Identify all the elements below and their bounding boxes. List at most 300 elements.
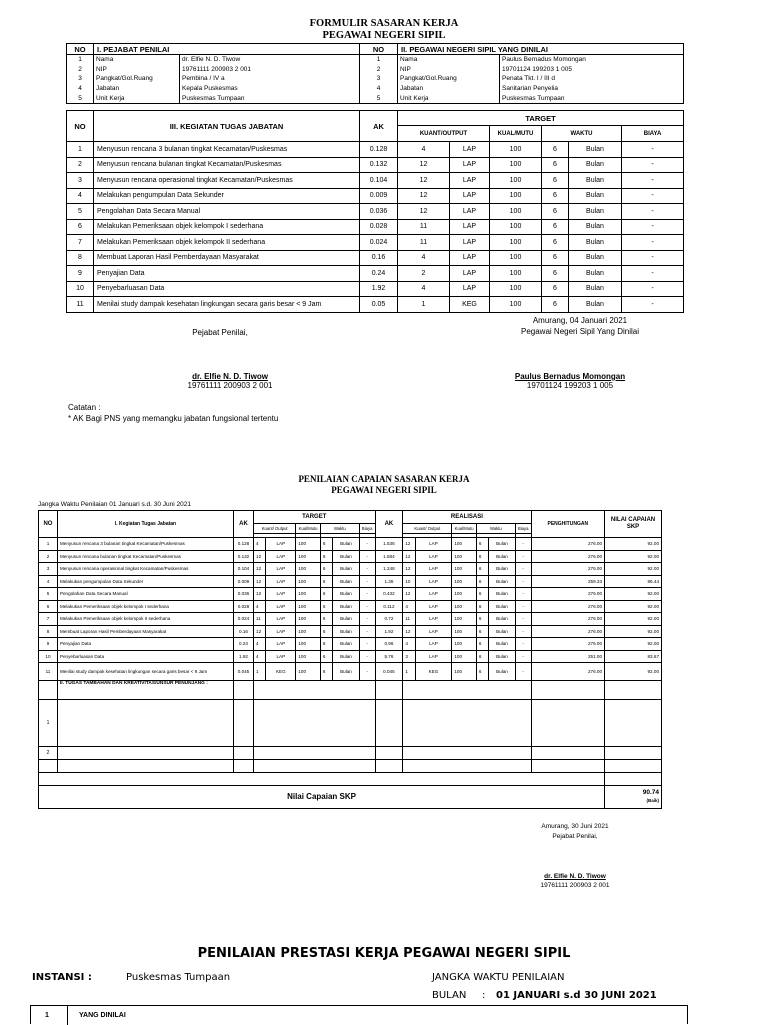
form1-h-penilai: I. PEJABAT PENILAI [94, 44, 360, 55]
id-no2: 5 [360, 93, 398, 103]
form3-bulan-value: 01 JANUARI s.d 30 JUNI 2021 [496, 990, 657, 1001]
form2-sub-biaya: Biaya [359, 524, 375, 534]
form2-sub-kual-r: Kual/Mutu [452, 524, 477, 534]
capaian-q: 12 [254, 550, 266, 563]
capaian-n: 92.00 [605, 600, 662, 613]
activity-w: 6 [542, 235, 569, 251]
capaian-ak: 0.104 [233, 563, 253, 576]
capaian-keg: Menyusun rencana operasional tingkat Kecamatan/Puskesmas [57, 563, 233, 576]
capaian-ak: 0.24 [233, 638, 253, 651]
id-no2: 1 [360, 55, 398, 65]
tambahan-cell [605, 747, 662, 760]
capaian-w: 6 [320, 588, 332, 601]
form2-sub-waktu: Waktu [320, 524, 359, 534]
capaian-ak: 0.028 [233, 600, 253, 613]
activity-row [67, 297, 684, 313]
capaian-row [39, 650, 662, 663]
activity-ak: 0.028 [360, 219, 398, 235]
activity-mutu: 100 [490, 188, 542, 204]
activity-unit: LAP [450, 219, 490, 235]
form1-title-line1: FORMULIR SASARAN KERJA [309, 18, 459, 29]
capaian-n: 92.00 [605, 550, 662, 563]
activity-b: - [622, 173, 684, 189]
form2-h-realisasi: REALISASI [403, 511, 531, 524]
form3-row-label: YANG DINILAI [79, 1012, 126, 1019]
capaian-wu: Bulan [333, 563, 360, 576]
tambahan-cell [531, 700, 605, 747]
activity-b: - [622, 297, 684, 313]
activity-keg: Melakukan Pemeriksaan objek kelompok II sederhana [94, 235, 360, 251]
id-value: Kepala Puskesmas [180, 84, 360, 94]
capaian-m: 100 [296, 550, 321, 563]
capaian-w: 6 [320, 550, 332, 563]
activity-ak: 0.132 [360, 157, 398, 173]
capaian-rb: - [515, 550, 531, 563]
capaian-rw: 6 [476, 588, 488, 601]
activity-unit: LAP [450, 250, 490, 266]
capaian-keg: Menilai study dampak kesehatan lingkungan secara garis besar < 9 Jam [57, 663, 233, 681]
capaian-keg: Penyajian Data [57, 638, 233, 651]
activity-w: 6 [542, 297, 569, 313]
activity-ak: 0.16 [360, 250, 398, 266]
spacer-cell [605, 773, 662, 786]
activity-wu: Bulan [569, 297, 622, 313]
capaian-q: 1 [254, 663, 266, 681]
capaian-rm: 100 [452, 638, 477, 651]
capaian-rm: 100 [452, 563, 477, 576]
activity-q: 12 [398, 204, 450, 220]
capaian-keg: Melakukan Pemeriksaan objek kelompok I sederhana [57, 600, 233, 613]
form2-h-no: NO [39, 511, 58, 538]
id-no: 1 [67, 55, 94, 65]
capaian-keg: Membuat Laporan Hasil Pemberdayaan Masyarakat [57, 625, 233, 638]
capaian-w: 6 [320, 613, 332, 626]
form2-h-penghitungan: PENGHITUNGAN [531, 511, 605, 538]
capaian-rq: 10 [403, 575, 415, 588]
form2-nilai-value: 90.74 [642, 788, 659, 796]
capaian-rq: 12 [403, 538, 415, 551]
capaian-row [39, 613, 662, 626]
activity-wu: Bulan [569, 281, 622, 297]
activity-keg: Penyajian Data [94, 266, 360, 282]
capaian-wu: Bulan [333, 575, 360, 588]
capaian-n: 92.00 [605, 563, 662, 576]
form1-h-ak: AK [360, 111, 398, 142]
id-label: Nama [94, 55, 180, 65]
capaian-ak: 0.036 [233, 588, 253, 601]
capaian-rq: 1 [403, 663, 415, 681]
capaian-rq: 4 [403, 638, 415, 651]
capaian-ru: LAP [415, 563, 452, 576]
tambahan-cell [254, 681, 375, 700]
capaian-wu: Bulan [333, 600, 360, 613]
activity-no: 1 [67, 142, 94, 158]
capaian-rwu: Bulan [489, 663, 516, 681]
capaian-wu: Bulan [333, 663, 360, 681]
capaian-b: - [359, 563, 375, 576]
identity-row [67, 65, 684, 75]
activity-ak: 0.104 [360, 173, 398, 189]
id-label: Jabatan [94, 84, 180, 94]
capaian-no: 4 [39, 575, 58, 588]
activity-q: 12 [398, 157, 450, 173]
capaian-n: 92.00 [605, 663, 662, 681]
capaian-w: 6 [320, 625, 332, 638]
id-no: 3 [67, 74, 94, 84]
activity-ak: 0.009 [360, 188, 398, 204]
capaian-rq: 12 [403, 588, 415, 601]
form2-jangka: Jangka Waktu Penilaian 01 Januari s.d. 30 Juni 2021 [38, 501, 191, 508]
capaian-ru: LAP [415, 638, 452, 651]
form1-h-kuant: KUANT/OUTPUT [398, 126, 490, 142]
id-label2: NIP [398, 65, 500, 75]
activity-keg: Penyebarluasan Data [94, 281, 360, 297]
capaian-q: 12 [254, 563, 266, 576]
capaian-ru: KEG [415, 663, 452, 681]
capaian-ak: 0.024 [233, 613, 253, 626]
form1-date: Amurang, 04 Januari 2021 [532, 316, 628, 325]
form2-penilai-nip: 19761111 200903 2 001 [540, 882, 610, 889]
capaian-wu: Bulan [333, 625, 360, 638]
capaian-ak: 0.128 [233, 538, 253, 551]
activity-q: 1 [398, 297, 450, 313]
tambahan-cell [531, 681, 605, 700]
form2-sub-kuant-r: Kuant/ Output [403, 524, 452, 534]
activity-no: 5 [67, 204, 94, 220]
capaian-w: 6 [320, 538, 332, 551]
activity-unit: LAP [450, 281, 490, 297]
capaian-no: 7 [39, 613, 58, 626]
form2-sub-waktu-r: Waktu [476, 524, 515, 534]
capaian-rwu: Bulan [489, 550, 516, 563]
activity-wu: Bulan [569, 219, 622, 235]
activity-q: 12 [398, 173, 450, 189]
activity-mutu: 100 [490, 250, 542, 266]
form1-h-no: NO [67, 111, 94, 142]
capaian-ak2: 1.92 [375, 625, 403, 638]
activity-mutu: 100 [490, 204, 542, 220]
form2-title-line1: PENILAIAN CAPAIAN SASARAN KERJA [298, 474, 470, 484]
capaian-m: 100 [296, 663, 321, 681]
capaian-ru: LAP [415, 588, 452, 601]
activity-mutu: 100 [490, 297, 542, 313]
capaian-m: 100 [296, 613, 321, 626]
capaian-rm: 100 [452, 625, 477, 638]
activity-row [67, 188, 684, 204]
tambahan-cell [233, 760, 253, 773]
activity-row [67, 142, 684, 158]
capaian-b: - [359, 550, 375, 563]
capaian-row [39, 625, 662, 638]
activity-no: 3 [67, 173, 94, 189]
activity-no: 8 [67, 250, 94, 266]
capaian-row [39, 575, 662, 588]
tambahan-no [39, 681, 58, 700]
id-value2: Sanitarian Penyelia [500, 84, 684, 94]
activity-row [67, 266, 684, 282]
capaian-rq: 12 [403, 563, 415, 576]
form1-h-kegiatan: III. KEGIATAN TUGAS JABATAN [94, 111, 360, 142]
capaian-ru: LAP [415, 613, 452, 626]
capaian-no: 6 [39, 600, 58, 613]
form1-pegawai-nip: 19701124 199203 1 005 [526, 381, 614, 390]
capaian-w: 6 [320, 575, 332, 588]
identity-row [67, 74, 684, 84]
capaian-rb: - [515, 638, 531, 651]
capaian-no: 1 [39, 538, 58, 551]
activity-no: 7 [67, 235, 94, 251]
capaian-q: 4 [254, 600, 266, 613]
tambahan-cell [254, 700, 375, 747]
capaian-row [39, 550, 662, 563]
capaian-ru: LAP [415, 625, 452, 638]
form2-pejabat-label: Pejabat Penilai, [552, 833, 598, 840]
capaian-rwu: Bulan [489, 588, 516, 601]
capaian-q: 12 [254, 575, 266, 588]
activity-wu: Bulan [569, 235, 622, 251]
capaian-u: LAP [266, 650, 296, 663]
capaian-rm: 100 [452, 600, 477, 613]
capaian-rwu: Bulan [489, 613, 516, 626]
activity-mutu: 100 [490, 142, 542, 158]
capaian-no: 2 [39, 550, 58, 563]
activity-unit: LAP [450, 173, 490, 189]
capaian-no: 9 [39, 638, 58, 651]
capaian-rq: 3 [403, 650, 415, 663]
activity-keg: Menilai study dampak kesehatan lingkungan secara garis besar < 9 Jam [94, 297, 360, 313]
activity-no: 4 [67, 188, 94, 204]
capaian-rb: - [515, 575, 531, 588]
capaian-rw: 6 [476, 563, 488, 576]
tambahan-row-2-no: 2 [39, 747, 58, 760]
tambahan-cell [375, 681, 403, 700]
activity-w: 6 [542, 173, 569, 189]
activity-keg: Melakukan Pemeriksaan objek kelompok I sederhana [94, 219, 360, 235]
tambahan-cell [254, 760, 375, 773]
activity-b: - [622, 281, 684, 297]
id-label: Unit Kerja [94, 93, 180, 103]
activity-ak: 0.036 [360, 204, 398, 220]
form1-pegawai-label: Pegawai Negeri Sipil Yang Dinilai [521, 327, 639, 336]
activity-b: - [622, 142, 684, 158]
capaian-u: LAP [266, 638, 296, 651]
capaian-row [39, 638, 662, 651]
activity-wu: Bulan [569, 188, 622, 204]
form1-h-waktu: WAKTU [542, 126, 622, 142]
capaian-row [39, 663, 662, 681]
capaian-rwu: Bulan [489, 575, 516, 588]
activity-no: 2 [67, 157, 94, 173]
capaian-no: 5 [39, 588, 58, 601]
capaian-rw: 6 [476, 663, 488, 681]
capaian-ak2: 1.584 [375, 550, 403, 563]
form1-title-line2: PEGAWAI NEGERI SIPIL [322, 30, 446, 41]
activity-unit: LAP [450, 235, 490, 251]
tambahan-row-3 [39, 760, 58, 773]
capaian-u: KEG [266, 663, 296, 681]
capaian-wu: Bulan [333, 613, 360, 626]
capaian-ak2: 1.36 [375, 575, 403, 588]
id-label: NIP [94, 65, 180, 75]
capaian-q: 4 [254, 638, 266, 651]
capaian-rm: 100 [452, 650, 477, 663]
tambahan-row-1 [57, 700, 233, 747]
activity-mutu: 100 [490, 281, 542, 297]
activity-no: 10 [67, 281, 94, 297]
form1-h-kual: KUAL/MUTU [490, 126, 542, 142]
capaian-ak: 0.045 [233, 663, 253, 681]
capaian-wu: Bulan [333, 638, 360, 651]
capaian-p: 276.00 [531, 563, 605, 576]
form3-bulan-sep: : [482, 990, 486, 1001]
form2-tambahan: II. TUGAS TAMBAHAN DAN KREATIVITAS/UNSUR PENUNJANG : [57, 681, 233, 700]
activity-no: 6 [67, 219, 94, 235]
capaian-n: 92.00 [605, 638, 662, 651]
capaian-ak: 0.16 [233, 625, 253, 638]
identity-row [67, 93, 684, 103]
capaian-rq: 11 [403, 613, 415, 626]
capaian-b: - [359, 663, 375, 681]
capaian-keg: Melakukan pengumpulan Data Sekunder [57, 575, 233, 588]
capaian-rwu: Bulan [489, 600, 516, 613]
activity-mutu: 100 [490, 157, 542, 173]
activity-row [67, 281, 684, 297]
capaian-rwu: Bulan [489, 563, 516, 576]
form1-h-no2: NO [360, 44, 398, 55]
form2-sub-kuant: Kuant/ Output [254, 524, 296, 534]
activity-ak: 0.24 [360, 266, 398, 282]
capaian-m: 100 [296, 600, 321, 613]
activity-unit: LAP [450, 188, 490, 204]
activity-q: 4 [398, 250, 450, 266]
activity-wu: Bulan [569, 142, 622, 158]
capaian-rw: 6 [476, 600, 488, 613]
activity-mutu: 100 [490, 219, 542, 235]
activity-row [67, 173, 684, 189]
capaian-b: - [359, 613, 375, 626]
form2-h-keg: I. Kegiatan Tugas Jabatan [57, 511, 233, 538]
capaian-n: 92.00 [605, 538, 662, 551]
tambahan-cell [531, 760, 605, 773]
capaian-rb: - [515, 663, 531, 681]
activity-wu: Bulan [569, 173, 622, 189]
activity-q: 11 [398, 219, 450, 235]
form3-table [30, 1005, 688, 1024]
capaian-n: 92.00 [605, 625, 662, 638]
capaian-p: 276.00 [531, 625, 605, 638]
activity-b: - [622, 188, 684, 204]
capaian-rq: 12 [403, 550, 415, 563]
capaian-b: - [359, 638, 375, 651]
capaian-rb: - [515, 613, 531, 626]
tambahan-cell [605, 760, 662, 773]
capaian-rb: - [515, 650, 531, 663]
capaian-ru: LAP [415, 550, 452, 563]
form2-sub-biaya-r: Biaya [515, 524, 531, 534]
capaian-ak2: 1.536 [375, 538, 403, 551]
capaian-rm: 100 [452, 550, 477, 563]
capaian-u: LAP [266, 538, 296, 551]
activity-w: 6 [542, 157, 569, 173]
form1-catatan: Catatan : [68, 403, 101, 412]
activity-unit: LAP [450, 157, 490, 173]
activity-w: 6 [542, 281, 569, 297]
capaian-ak2: 5.76 [375, 650, 403, 663]
capaian-rm: 100 [452, 575, 477, 588]
activity-b: - [622, 250, 684, 266]
tambahan-cell [233, 681, 253, 700]
capaian-u: LAP [266, 550, 296, 563]
id-label: Pangkat/Gol.Ruang [94, 74, 180, 84]
spacer-row [39, 773, 605, 786]
capaian-rb: - [515, 588, 531, 601]
tambahan-cell [375, 747, 403, 760]
id-value: dr. Elfie N. D. Tiwow [180, 55, 360, 65]
capaian-p: 276.00 [531, 638, 605, 651]
form2-h-nilai: NILAI CAPAIAN SKP [605, 511, 662, 538]
activity-row [67, 157, 684, 173]
form3-instansi-value: Puskesmas Tumpaan [126, 972, 231, 983]
form1-h-biaya: BIAYA [622, 126, 684, 142]
capaian-rm: 100 [452, 613, 477, 626]
activity-mutu: 100 [490, 173, 542, 189]
capaian-rwu: Bulan [489, 638, 516, 651]
capaian-ak: 0.009 [233, 575, 253, 588]
tambahan-cell [403, 747, 531, 760]
capaian-w: 6 [320, 650, 332, 663]
id-value: Puskesmas Tumpaan [180, 93, 360, 103]
activity-q: 11 [398, 235, 450, 251]
form1-penilai-name: dr. Elfie N. D. Tiwow [192, 372, 268, 381]
activity-b: - [622, 157, 684, 173]
capaian-rw: 6 [476, 575, 488, 588]
form2-title [0, 474, 768, 496]
activity-w: 6 [542, 219, 569, 235]
capaian-no: 10 [39, 650, 58, 663]
capaian-row [39, 588, 662, 601]
capaian-w: 6 [320, 563, 332, 576]
activity-wu: Bulan [569, 266, 622, 282]
tambahan-cell [375, 760, 403, 773]
capaian-w: 6 [320, 600, 332, 613]
id-no2: 3 [360, 74, 398, 84]
capaian-wu: Bulan [333, 550, 360, 563]
capaian-m: 100 [296, 575, 321, 588]
capaian-q: 12 [254, 625, 266, 638]
activity-keg: Menyusun rencana operasional tingkat Kecamatan/Puskesmas [94, 173, 360, 189]
capaian-ak2: 0.045 [375, 663, 403, 681]
capaian-rwu: Bulan [489, 538, 516, 551]
activity-b: - [622, 235, 684, 251]
capaian-ak2: 0.432 [375, 588, 403, 601]
form1-catatan-item: * AK Bagi PNS yang memangku jabatan fungsional tertentu [68, 414, 279, 423]
capaian-rw: 6 [476, 638, 488, 651]
tambahan-cell [233, 747, 253, 760]
activity-keg: Pengolahan Data Secara Manual [94, 204, 360, 220]
activity-ak: 0.128 [360, 142, 398, 158]
activity-w: 6 [542, 188, 569, 204]
capaian-rwu: Bulan [489, 625, 516, 638]
identity-row [67, 55, 684, 65]
form1-pejabat-label: Pejabat Penilai, [192, 328, 248, 337]
capaian-no: 8 [39, 625, 58, 638]
activity-q: 4 [398, 142, 450, 158]
form3-title: PENILAIAN PRESTASI KERJA PEGAWAI NEGERI SIPIL [197, 946, 571, 961]
activity-row [67, 250, 684, 266]
capaian-ak2: 0.96 [375, 638, 403, 651]
activity-unit: KEG [450, 297, 490, 313]
capaian-ak: 1.92 [233, 650, 253, 663]
